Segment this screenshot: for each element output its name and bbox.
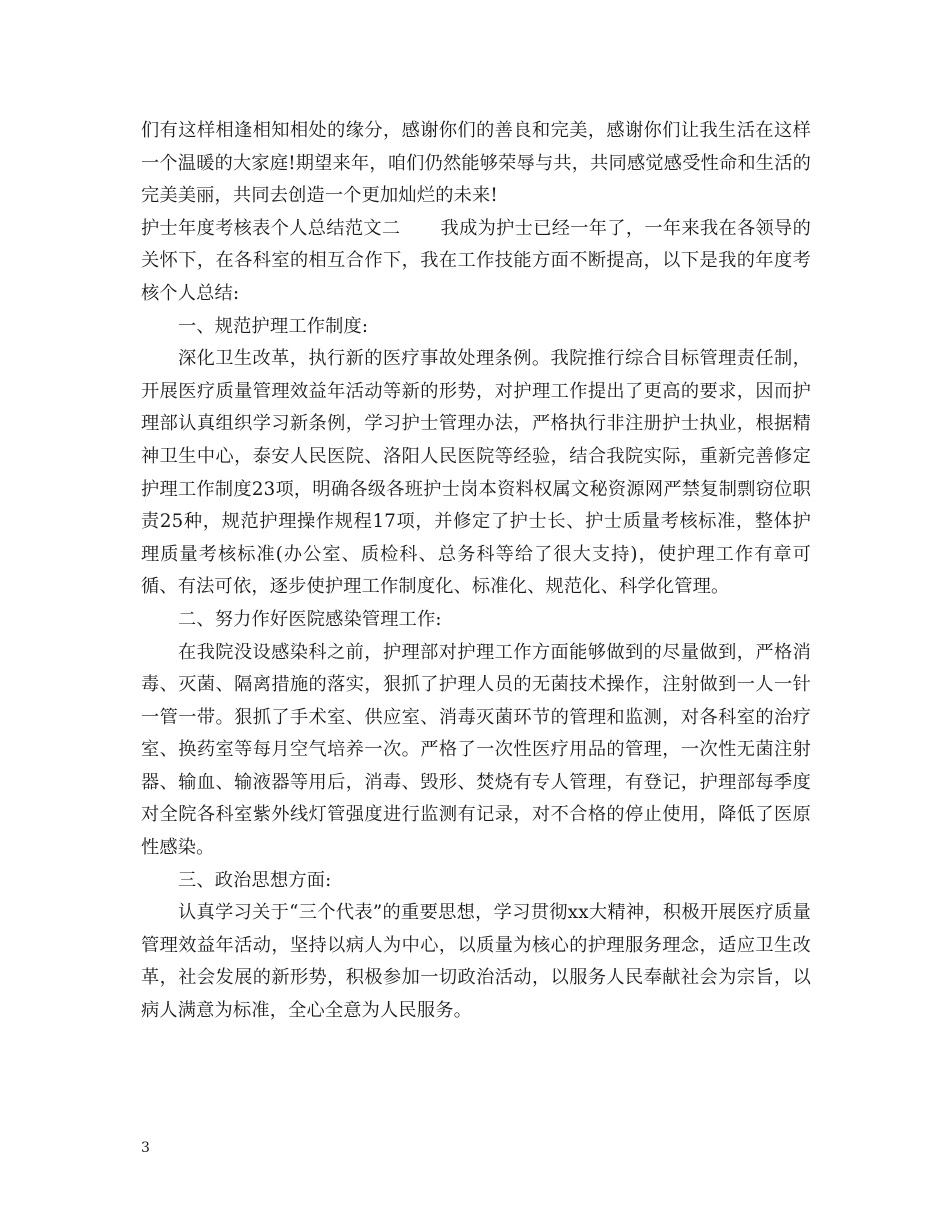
paragraph-closing: 们有这样相逢相知相处的缘分，感谢你们的善良和完美，感谢你们让我生活在这样一个温暖的大家庭!期望来年，咱们仍然能够荣辱与共，共同感觉感受性命和生活的完美美丽，共同去创造一个更加灿烂的未来! — [141, 120, 811, 207]
paragraph-nursing-rules: 深化卫生改革，执行新的医疗事故处理条例。我院推行综合目标管理责任制，开展医疗质量管理效益年活动等新的形势，对护理工作提出了更高的要求，因而护理部认真组织学习新条例，学习护士管理办法，严格执行非注册护士执业，根据精神卫生中心，泰安人民医院、洛阳人民医院等经验，结合我院实际，重新完善修定护理工作制度23项，明确各级各班护士岗本资料权属文秘资源网严禁复制剽窃位职责25种，规范护理操作规程17项，并修定了护士长、护士质量考核标准，整体护理质量考核标准(办公室、质检科、总务科等给了很大支持)，使护理工作有章可循、有法可依，逐步使护理工作制度化、标准化、规范化、科学化管理。 — [141, 348, 811, 598]
document-body — [141, 115, 811, 1028]
paragraph-infection-control: 在我院没设感染科之前，护理部对护理工作方面能够做到的尽量做到，严格消毒、灭菌、隔离措施的落实，狠抓了护理人员的无菌技术操作，注射做到一人一针一管一带。狠抓了手术室、供应室、消毒灭菌环节的管理和监测，对各科室的治疗室、换药室等每月空气培养一次。严格了一次性医疗用品的管理，一次性无菌注射器、输血、输液器等用后，消毒、毁形、焚烧有专人管理，有登记，护理部每季度对全院各科室紫外线灯管强度进行监测有记录，对不合格的停止使用，降低了医原性感染。 — [141, 641, 811, 859]
heading-political-thought: 三、政治思想方面: — [178, 869, 332, 891]
paragraph-section-title — [141, 213, 811, 311]
section-title: 护士年度考核表个人总结范文二 — [141, 217, 401, 239]
page-number: 3 — [141, 1140, 150, 1156]
section-intro: 我成为护士已经一年了，一年来我在各领导的关怀下，在各科室的相互合作下，我在工作技能方面不断提高，以下是我的年度考核个人总结: — [141, 217, 811, 304]
heading-infection-control: 二、努力作好医院感染管理工作: — [178, 608, 442, 630]
paragraph-political-thought: 认真学习关于“三个代表”的重要思想，学习贯彻xx大精神，积极开展医疗质量管理效益年活动，坚持以病人为中心，以质量为核心的护理服务理念，适应卫生改革，社会发展的新形势，积极参加一切政治活动，以服务人民奉献社会为宗旨，以病人满意为标准，全心全意为人民服务。 — [141, 902, 811, 1022]
heading-nursing-rules: 一、规范护理工作制度: — [178, 315, 369, 337]
